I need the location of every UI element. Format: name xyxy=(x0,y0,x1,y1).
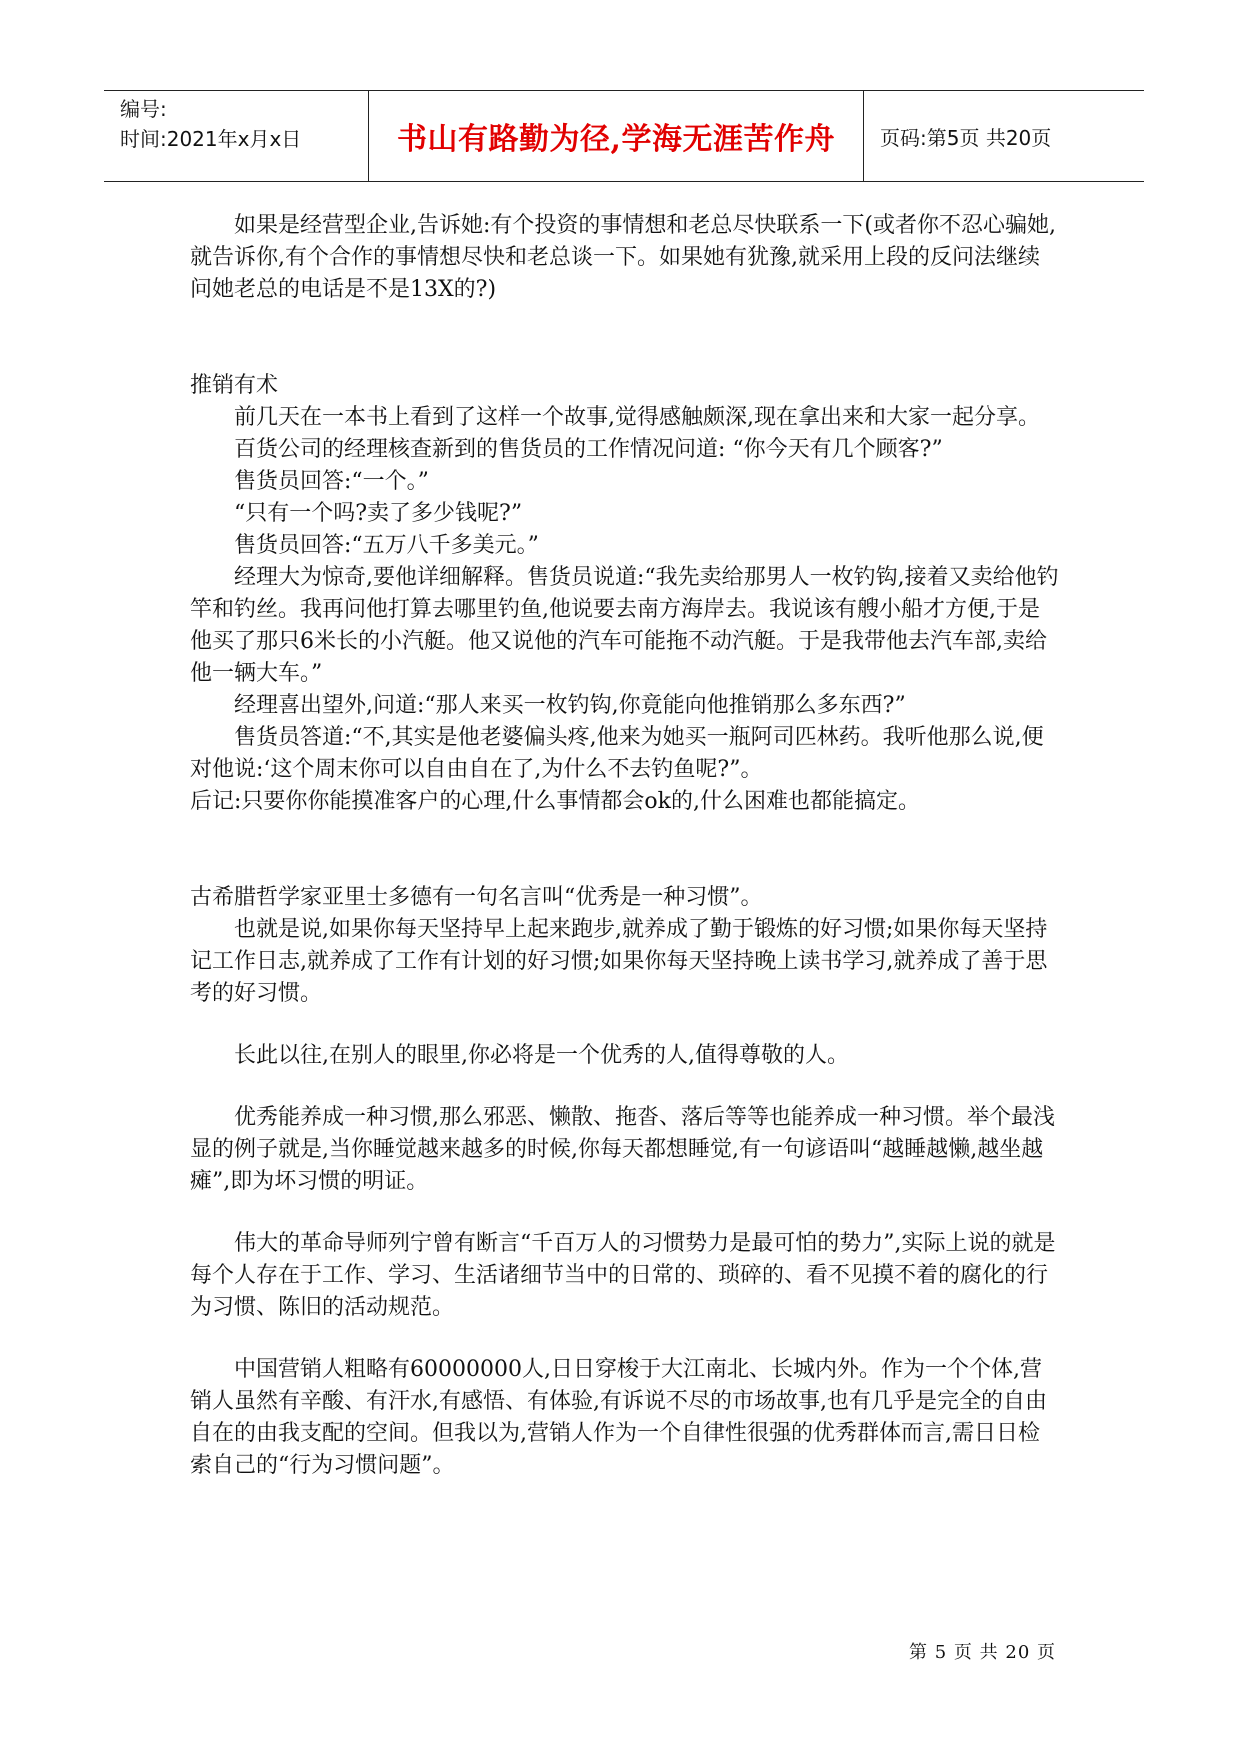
paragraph: 售货员回答:“一个。” xyxy=(234,469,429,494)
paragraph: 长此以往,在别人的眼里,你必将是一个优秀的人,值得尊敬的人。 xyxy=(234,1043,849,1068)
paragraph: 售货员回答:“五万八千多美元。” xyxy=(234,533,539,558)
paragraph: 中国营销人粗略有60000000人,日日穿梭于大江南北、长城内外。作为一个个体,营销人虽然有辛酸、有汗水,有感悟、有体验,有诉说不尽的市场故事,也有几乎是完全的自由自在的由我支配的空间。但我以为,营销人作为一个自律性很强的优秀群体而言,需日日检索自己的“行为习惯问题”。 xyxy=(190,1357,1047,1478)
document-header xyxy=(104,90,1144,182)
paragraph: 售货员答道:“不,其实是他老婆偏头疼,他来为她买一瓶阿司匹林药。我听他那么说,便对他说:‘这个周末你可以自由自在了,为什么不去钓鱼呢?”。 xyxy=(190,725,1044,782)
paragraph: 优秀能养成一种习惯,那么邪恶、懒散、拖沓、落后等等也能养成一种习惯。举个最浅显的例子就是,当你睡觉越来越多的时候,你每天都想睡觉,有一句谚语叫“越睡越懒,越坐越瘫”,即为坏习惯的明证。 xyxy=(190,1105,1055,1194)
paragraph: 前几天在一本书上看到了这样一个故事,觉得感触颇深,现在拿出来和大家一起分享。 xyxy=(234,405,1040,430)
paragraph: 古希腊哲学家亚里士多德有一句名言叫“优秀是一种习惯”。 xyxy=(190,885,763,910)
paragraph: 经理喜出望外,问道:“那人来买一枚钓钩,你竟能向他推销那么多东西?” xyxy=(234,693,906,718)
header-motto: 书山有路勤为径,学海无涯苦作舟 xyxy=(369,91,864,181)
header-left-cell xyxy=(104,91,369,181)
time-label: 时间:2021年x月x日 xyxy=(120,127,302,151)
paragraph: 伟大的革命导师列宁曾有断言“千百万人的习惯势力是最可怕的势力”,实际上说的就是每个人存在于工作、学习、生活诸细节当中的日常的、琐碎的、看不见摸不着的腐化的行为习惯、陈旧的活动规范。 xyxy=(190,1231,1056,1320)
page-footer: 第 5 页 共 20 页 xyxy=(909,1642,1056,1663)
paragraph: 也就是说,如果你每天坚持早上起来跑步,就养成了勤于锻炼的好习惯;如果你每天坚持记工作日志,就养成了工作有计划的好习惯;如果你每天坚持晚上读书学习,就养成了善于思考的好习惯。 xyxy=(190,917,1048,1006)
number-label: 编号: xyxy=(120,97,167,121)
postscript: 后记:只要你你能摸准客户的心理,什么事情都会ok的,什么困难也都能搞定。 xyxy=(190,789,920,814)
paragraph: 经理大为惊奇,要他详细解释。售货员说道:“我先卖给那男人一枚钓钩,接着又卖给他钓竿和钓丝。我再问他打算去哪里钓鱼,他说要去南方海岸去。我说该有艘小船才方便,于是他买了那只6米长的小汽艇。他又说他的汽车可能拖不动汽艇。于是我带他去汽车部,卖给他一辆大车。” xyxy=(190,565,1059,686)
document-body xyxy=(190,210,1060,1482)
section-title: 推销有术 xyxy=(190,373,279,398)
header-page-code: 页码:第5页 共20页 xyxy=(880,125,1052,150)
paragraph: “只有一个吗?卖了多少钱呢?” xyxy=(234,501,523,526)
paragraph: 如果是经营型企业,告诉她:有个投资的事情想和老总尽快联系一下(或者你不忍心骗她,就告诉你,有个合作的事情想尽快和老总谈一下。如果她有犹豫,就采用上段的反问法继续问她老总的电话是不是13X的?) xyxy=(190,213,1056,302)
paragraph: 百货公司的经理核查新到的售货员的工作情况问道: “你今天有几个顾客?” xyxy=(234,437,943,462)
